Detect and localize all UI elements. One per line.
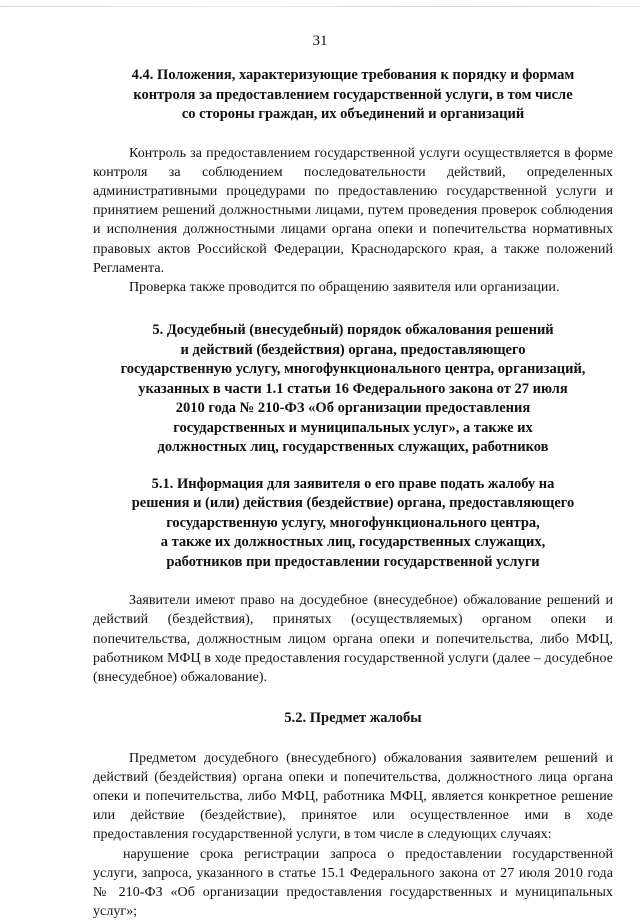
- page-number: 31: [312, 33, 328, 49]
- heading-line: и действий (бездействия) органа, предоставляющего: [180, 341, 526, 358]
- section-5-2-heading: 5.2. Предмет жалобы: [284, 710, 422, 727]
- heading-line: 5.1. Информация для заявителя о его праве подать жалобу на: [151, 475, 555, 492]
- section-4-4-heading: [93, 66, 613, 125]
- heading-line: государственную услугу, многофункционального центра, организаций,: [120, 361, 586, 378]
- scan-edge-line: [0, 6, 640, 7]
- heading-line: 2010 года № 210-ФЗ «Об организации предоставления: [175, 400, 531, 417]
- section-5-heading: [93, 321, 613, 458]
- section-4-4-paragraph: Контроль за предоставлением государственной услуги осуществляется в форме контроля за соблюдением последовательности действий, определенных административными процедурами по предоставлению государственной услуги и принятием решений должностными лицами, путем проведения проверок соблюдения и исполнения должностными лицами органа опеки и попечительства нормативных правовых актов Российской Федерации, Краснодарского края, а также положений Регламента.: [93, 145, 613, 276]
- heading-line: 5. Досудебный (внесудебный) порядок обжалования решений: [152, 322, 554, 339]
- heading-line: решения и (или) действия (бездействие) органа, предоставляющего: [131, 495, 575, 512]
- section-5-1-heading: [93, 475, 613, 573]
- heading-line: со стороны граждан, их объединений и организаций: [181, 106, 525, 122]
- heading-line: указанных в части 1.1 статьи 16 Федерального закона от 27 июля: [138, 380, 568, 397]
- section-5-2-paragraph: Предметом досудебного (внесудебного) обжалования заявителем решений и действий (бездействия) органа опеки и попечительства, должностного лица органа опеки и попечительства, либо МФЦ, работника МФЦ, является конкретное решение или действие (бездействие), принятое или осуществленное ими в ходе предоставления государственной услуги, в том числе в следующих случаях:: [93, 750, 613, 843]
- heading-line: работников при предоставлении государственной услуги: [166, 553, 540, 570]
- heading-line: 4.4. Положения, характеризующие требования к порядку и формам: [131, 67, 575, 83]
- list-item: нарушение срока регистрации запроса о предоставлении государственной услуги, запроса, указанного в статье 15.1 Федерального закона от 27 июля 2010 года № 210-ФЗ «Об организации предоставления государственных и муниципальных услуг»;: [93, 846, 613, 920]
- document-body: [93, 66, 613, 921]
- heading-line: должностных лиц, государственных служащих, работников: [157, 439, 549, 456]
- heading-line: государственную услугу, многофункционального центра,: [166, 514, 540, 531]
- heading-line: а также их должностных лиц, государственных служащих,: [160, 534, 546, 551]
- heading-line: государственных и муниципальных услуг», а также их: [173, 419, 533, 436]
- section-5-1-paragraph: Заявители имеют право на досудебное (внесудебное) обжалование решений и действий (бездействия), принятых (осуществляемых) органом опеки и попечительства, должностным лицом органа опеки и попечительства, либо МФЦ, работником МФЦ в ходе предоставления государственной услуги (далее – досудебное (внесудебное) обжалование).: [93, 593, 613, 685]
- section-4-4-paragraph: Проверка также проводится по обращению заявителя или организации.: [129, 279, 560, 295]
- heading-line: контроля за предоставлением государственной услуги, в том числе: [133, 86, 573, 103]
